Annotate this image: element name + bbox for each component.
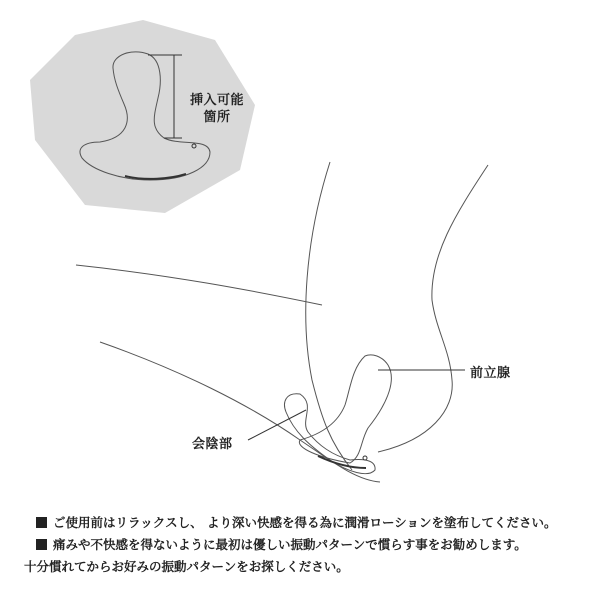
bullet-square-icon — [36, 539, 47, 550]
usage-note-1-text: ご使用前はリラックスし、 より深い快感を得る為に潤滑ローションを塗布してください。 — [53, 515, 557, 530]
bullet-square-icon — [36, 517, 47, 528]
inset-label-line1: 挿入可能 — [190, 93, 245, 108]
usage-note-3 — [24, 557, 349, 575]
usage-note-1 — [36, 513, 556, 531]
inset-label-insertable-area — [190, 92, 244, 126]
usage-note-3-text: 十分慣れてからお好みの振動パターンをお探しください。 — [24, 559, 349, 574]
usage-note-2 — [36, 535, 527, 553]
body-contour-front — [378, 165, 488, 452]
usage-note-2-text: 痛みや不快感を得ないように最初は優しい振動パターンで慣らす事をお勧めします。 — [53, 537, 527, 552]
leader-line-perineum — [248, 410, 306, 440]
label-prostate: 前立腺 — [470, 366, 511, 381]
inset-label-line2: 箇所 — [203, 110, 231, 125]
body-contour-back — [306, 162, 352, 470]
label-perineum: 会陰部 — [192, 437, 233, 452]
body-contour-thigh — [76, 265, 322, 305]
device-button-icon — [363, 456, 367, 460]
